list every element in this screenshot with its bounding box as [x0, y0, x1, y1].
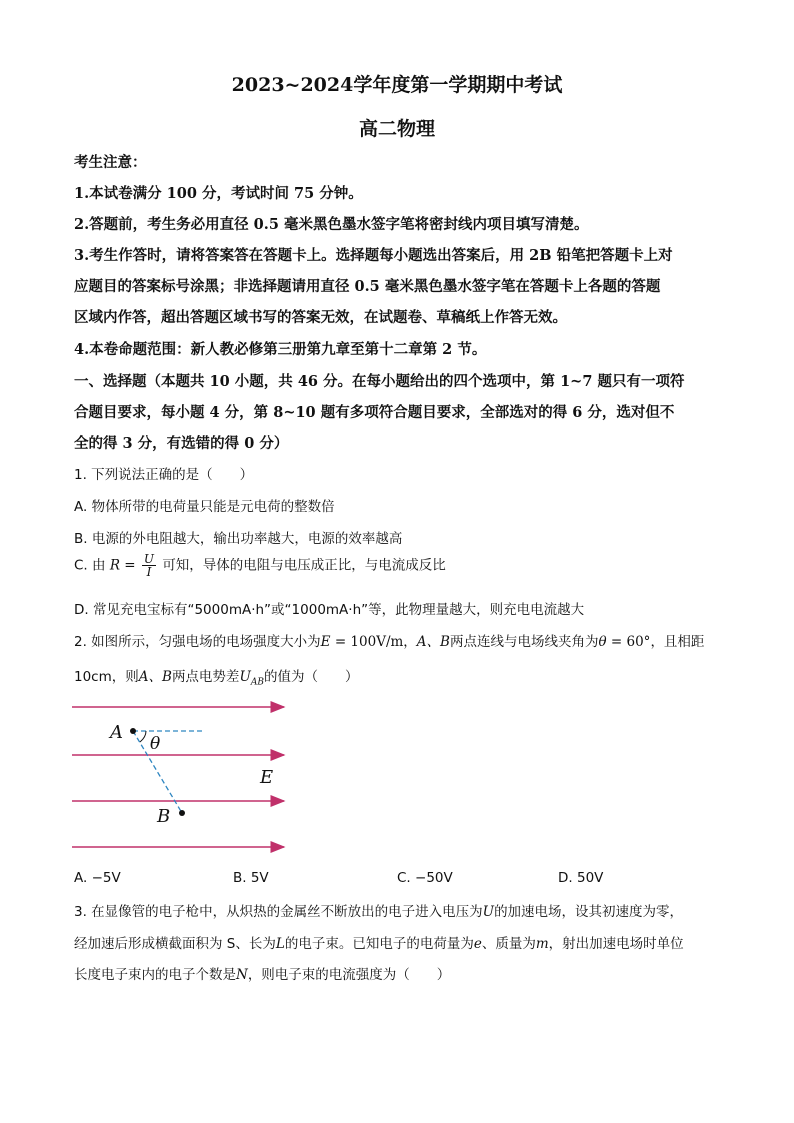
q2-l2-text-c: 的值为（ ） — [263, 669, 359, 685]
q2-l2-U: U — [239, 669, 251, 685]
q2-l1-text-b: ， — [403, 634, 417, 650]
q2-l1-theta-value: = 60° — [606, 634, 651, 650]
electric-field-diagram — [60, 695, 300, 860]
q1-c-fraction — [142, 553, 156, 578]
q2-l1-AB: A、B — [416, 634, 450, 650]
q1-option-a: A. 物体所带的电荷量只能是元电荷的整数倍 — [74, 499, 335, 515]
q3-l2-L: L — [275, 936, 285, 952]
q1-c-numerator: U — [143, 552, 155, 566]
field-e-label: E — [260, 767, 274, 788]
q3-l1-text-b: 的加速电场，设其初速度为零， — [494, 904, 684, 920]
section-instructions-1: 一、选择题（本题共 10 小题，共 46 分。在每小题给出的四个选项中，第 1~7 题只有一项符 — [74, 373, 685, 390]
q2-l1-E: E — [320, 634, 331, 650]
q2-option-c: C. −50V — [397, 870, 453, 886]
note-1: 1.本试卷满分 100 分，考试时间 75 分钟。 — [74, 185, 363, 202]
section-instructions-3: 全的得 3 分，有选错的得 0 分） — [74, 435, 289, 452]
q3-line-3 — [74, 963, 450, 983]
notes-heading: 考生注意： — [74, 154, 147, 171]
q3-l2-text-a: 经加速后形成横截面积为 S、长为 — [74, 936, 276, 952]
q2-l1-text-d: ，且相距 — [650, 634, 705, 650]
q3-l2-text-b: 的电子束。已知电子的电荷量为 — [284, 936, 474, 952]
q1-option-d: D. 常见充电宝标有“5000mA·h”或“1000mA·h”等，此物理量越大，则充电电流越大 — [74, 602, 585, 618]
note-2: 2.答题前，考生务必用直径 0.5 毫米黑色墨水签字笔将密封线内项目填写清楚。 — [74, 216, 589, 233]
q3-l1-text-a: 3. 在显像管的电子枪中，从炽热的金属丝不断放出的电子进入电压为 — [74, 904, 483, 920]
point-b-dot — [179, 810, 185, 816]
angle-arc — [140, 731, 146, 742]
point-a-dot — [130, 728, 136, 734]
q1-c-suffix: 可知，导体的电阻与电压成正比，与电流成反比 — [162, 557, 446, 574]
q3-line-2 — [74, 932, 684, 952]
exam-subject: 高二物理 — [358, 118, 435, 140]
q1-option-c — [74, 553, 446, 578]
q2-l1-text-a: 2. 如图所示，匀强电场的电场强度大小为 — [74, 634, 321, 650]
point-a-label: A — [110, 722, 123, 743]
q1-c-R: R — [109, 557, 120, 574]
section-instructions-2: 合题目要求，每小题 4 分，第 8~10 题有多项符合题目要求，全部选对的得 6 分，选对但不 — [74, 404, 675, 421]
q3-line-1 — [74, 900, 683, 920]
q3-l2-m: m — [535, 936, 549, 952]
q3-l3-text-b: ，则电子束的电流强度为（ ） — [247, 967, 451, 983]
q2-option-b: B. 5V — [233, 870, 269, 886]
q1-option-b: B. 电源的外电阻越大，输出功率越大，电源的效率越高 — [74, 531, 403, 547]
note-3a: 3.考生作答时，请将答案答在答题卡上。选择题每小题选出答案后，用 2B 铅笔把答题卡上对 — [74, 247, 673, 264]
note-3c: 区域内作答，超出答题区域书写的答案无效，在试题卷、草稿纸上作答无效。 — [74, 309, 567, 326]
q1-stem: 1. 下列说法正确的是（ ） — [74, 467, 254, 483]
note-4: 4.本卷命题范围：新人教必修第三册第九章至第十二章第 2 节。 — [74, 341, 487, 358]
exam-title: 2023~2024学年度第一学期期中考试 — [231, 74, 563, 96]
q2-l1-text-c: 两点连线与电场线夹角为 — [449, 634, 599, 650]
q2-l2-U-sub: AB — [250, 677, 264, 688]
q3-l2-e: e — [473, 936, 482, 952]
q3-l3-N: N — [236, 967, 248, 983]
q3-l2-text-c: 、质量为 — [481, 936, 536, 952]
q2-l1-theta: θ — [598, 634, 607, 650]
note-3b: 应题目的答案标号涂黑；非选择题请用直径 0.5 毫米黑色墨水签字笔在答题卡上各题的答题 — [74, 278, 661, 295]
q3-l2-text-d: ，射出加速电场时单位 — [548, 936, 684, 952]
theta-label: θ — [150, 734, 161, 754]
q2-l2-text-b: 两点电势差 — [171, 669, 240, 685]
q2-line-1 — [74, 630, 704, 650]
q1-c-denominator: I — [146, 565, 152, 579]
point-b-label: B — [157, 806, 171, 827]
q3-l1-U: U — [482, 904, 495, 920]
q2-l1-E-value: = 100V/m — [330, 634, 404, 650]
q2-line-2 — [74, 665, 358, 688]
q3-l3-text-a: 长度电子束内的电子个数是 — [74, 967, 236, 983]
q2-option-a: A. −5V — [74, 870, 121, 886]
q1-c-prefix: C. 由 — [74, 557, 106, 574]
q1-c-eq: = — [119, 557, 140, 574]
q2-l2-text-a: 10cm，则 — [74, 669, 139, 685]
q2-l2-AB: A、B — [138, 669, 172, 685]
q2-option-d: D. 50V — [558, 870, 604, 886]
